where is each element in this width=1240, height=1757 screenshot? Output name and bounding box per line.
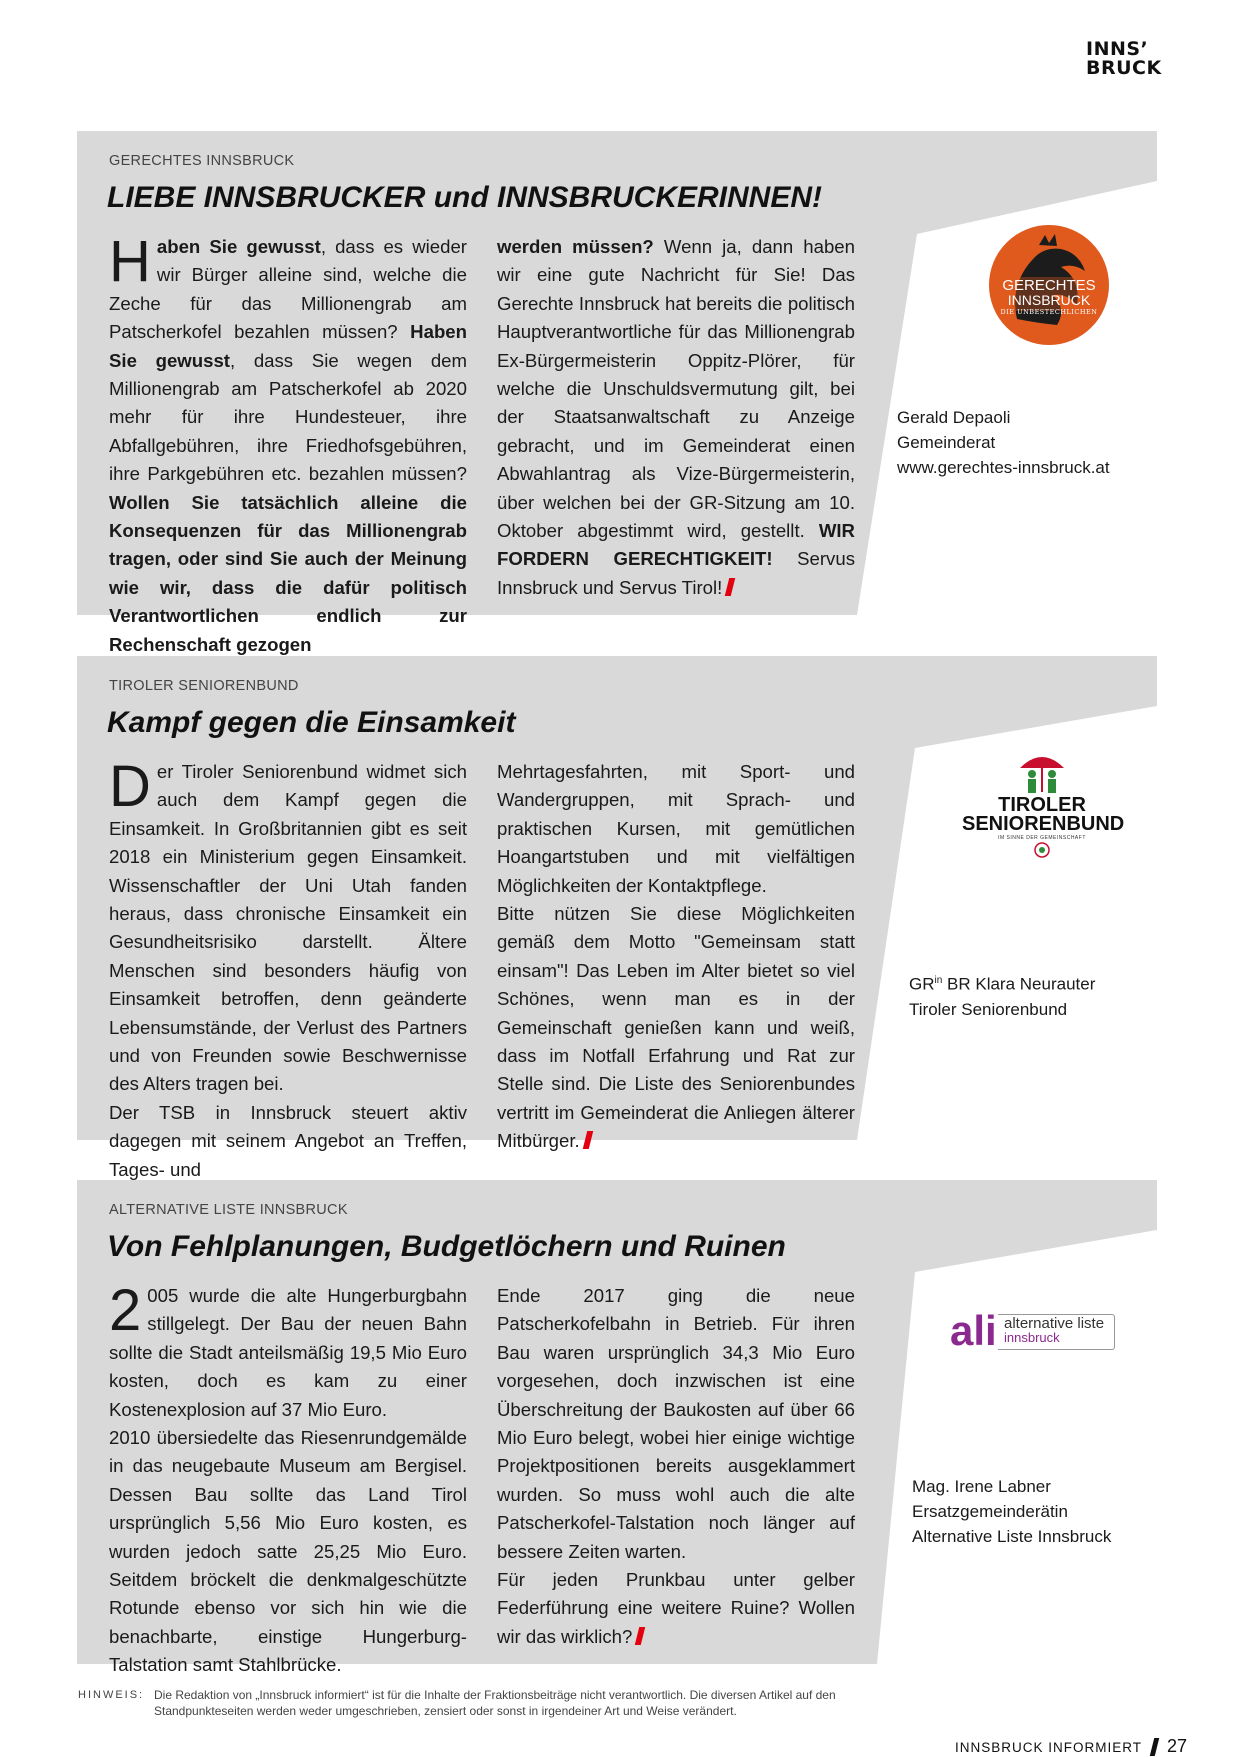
section-headline: LIEBE INNSBRUCKER und INNSBRUCKERINNEN! xyxy=(107,181,823,214)
logo-text-2: INNSBRUCK xyxy=(1007,292,1091,308)
end-marker-icon xyxy=(725,578,735,596)
umbrella-people-icon xyxy=(962,748,1122,794)
signature-block xyxy=(897,405,1110,480)
section-kicker: TIROLER SENIORENBUND xyxy=(109,678,299,694)
page-folio xyxy=(955,1736,1187,1757)
article-column-2: Mehrtagesfahrten, mit Sport- und Wandergruppen, mit Sprach- und praktischen Kursen, mit gemütlichen Hoangartstuben und mit vielfältigen Möglichkeiten der Kontaktpflege. Bitte nützen Sie diese Möglichkeiten gemäß dem Motto "Gemeinsam statt einsam"! Das Leben im Alter bietet so viel Schönes, wenn man es in der Gemeinschaft genießen kann und weiß, dass im Notfall Erfahrung und Rat zur Stelle sind. Die Liste des Seniorenbundes vertritt im Gemeinderat die Anliegen älterer Mitbürger. xyxy=(497,761,855,1152)
slash-divider-icon xyxy=(1150,1738,1159,1756)
drop-cap: D xyxy=(109,754,151,819)
website-link[interactable]: www.gerechtes-innsbruck.at xyxy=(897,458,1110,477)
article-column-1: Der Tiroler Seniorenbund widmet sich auch dem Kampf gegen die Einsamkeit. In Großbritannien gibt es seit 2018 ein Ministerium gegen Einsamkeit. Wissenschaftler der Uni Utah fanden heraus, dass chronische Einsamkeit ein Gesundheitsrisiko darstellt. Ältere Menschen sind besonders häufig von Einsamkeit betroffen, denn geänderte Lebensumstände, der Verlust des Partners und von Freunden sowie Beschwernisse des Alters tragen bei. Der TSB in Innsbruck steuert aktiv dagegen mit seinem Angebot an Treffen, Tages- und xyxy=(109,758,467,1184)
logo-text-2: SENIORENBUND xyxy=(962,813,1125,835)
disclaimer-text: Die Redaktion von „Innsbruck informiert“ ist für die Inhalte der Fraktionsbeiträge nicht verantwortlich. Die diversen Artikel auf den Standpunkteseiten werden weder umgeschrieben, zensiert oder sonst in irgendeiner Art und Weise verändert. xyxy=(154,1688,836,1718)
paragraph: 2010 übersiedelte das Riesenrundgemälde in das neugebaute Museum am Bergisel. Dessen Bau sollte das Land Tirol ursprünglich 5,56 Mio Euro kosten, es wurden jedoch satte 25,25 Mio Euro. Seitdem bröckelt die denkmalgeschützte Rotunde ebenso vor sich hin wie die benachbarte, einstige Hungerburg-Talstation samt Stahlbrücke. xyxy=(109,1427,467,1676)
section-tiroler-seniorenbund xyxy=(77,656,1157,1180)
signature-role: Ersatzgemeinderätin xyxy=(912,1502,1068,1521)
logo-text-1: GERECHTES xyxy=(1002,277,1096,294)
article-column-2: Ende 2017 ging die neue Patscherkofelbahn in Betrieb. Für ihren Bau waren ursprünglich 34,3 Mio Euro vorgesehen, doch inzwischen ist eine Überschreitung der Baukosten auf über 66 Mio Euro belegt, wobei hier einige wichtige Projektpositionen bereits ausgeklammert wurden. So muss wohl auch die alte Patscherkofel-Talstation noch länger auf bessere Zeiten warten. Für jeden Prunkbau unter gelber Federführung eine weitere Ruine? Wollen wir das wirklich? xyxy=(497,1282,855,1651)
signature-name: $GR^{in}$ BR Klara Neurauter xyxy=(909,974,1096,994)
disclaimer-label: HINWEIS: xyxy=(78,1689,145,1701)
publication-name: INNSBRUCK INFORMIERT xyxy=(955,1740,1143,1755)
section-alternative-liste xyxy=(77,1180,1157,1676)
drop-cap: H xyxy=(109,229,151,294)
tiroler-seniorenbund-logo xyxy=(962,748,1125,860)
logo-text-2: innsbruck xyxy=(1004,1330,1060,1345)
logo-mark: ali xyxy=(950,1307,997,1354)
drop-cap: 2 xyxy=(109,1278,142,1343)
signature-block xyxy=(909,968,1095,1022)
gerechtes-innsbruck-logo xyxy=(987,223,1111,347)
brand-line-1: INNS’ xyxy=(1086,38,1149,60)
logo-text-1: alternative liste xyxy=(1004,1315,1105,1332)
section-kicker: GERECHTES INNSBRUCK xyxy=(109,153,295,169)
brand-logo xyxy=(1086,40,1162,78)
section-headline: Von Fehlplanungen, Budgetlöchern und Ruinen xyxy=(107,1230,786,1263)
signature-block xyxy=(912,1474,1111,1549)
page-number: 27 xyxy=(1167,1736,1188,1756)
article-column-1: 2 005 wurde die alte Hungerburgbahn stillgelegt. Der Bau der neuen Bahn sollte die Stadt anteilsmäßig 19,5 Mio Euro kosten, doch es kam zu einer Kostenexplosion auf 37 Mio Euro. 2010 übersiedelte das Riesenrundgemälde in das neugebaute Museum am Bergisel. Dessen Bau sollte das Land Tirol ursprünglich 5,56 Mio Euro kosten, es wurden jedoch satte 25,25 Mio Euro. Seitdem bröckelt die denkmalgeschützte Rotunde ebenso vor sich hin wie die benachbarte, einstige Hungerburg-Talstation samt Stahlbrücke. xyxy=(109,1282,467,1680)
article-column-2: werden müssen? Wenn ja, dann haben wir eine gute Nachricht für Sie! Das Gerechte Innsbruck hat bereits die politisch Hauptverantwortliche für das Millionengrab Ex-Bürgermeisterin Oppitz-Plörer, für welche die Unschuldsvermutung gilt, bei der Staatsanwaltschaft zu Anzeige gebracht, und im Gemeinderat einen Abwahlantrag als Vize-Bürgermeisterin, über welchen bei der GR-Sitzung am 10. Oktober abgestimmt wird, gestellt. WIR FORDERN GERECHTIGKEIT! Servus Innsbruck und Servus Tirol! xyxy=(497,236,855,598)
paragraph: Ende 2017 ging die neue Patscherkofelbahn in Betrieb. Für ihren Bau waren ursprünglich 34,3 Mio Euro vorgesehen, doch inzwischen ist eine Überschreitung der Baukosten auf über 66 Mio Euro belegt, wobei hier einige wichtige Projektpositionen bereits ausgeklammert wurden. So muss wohl auch die alte Patscherkofel-Talstation noch länger auf bessere Zeiten warten. xyxy=(497,1285,855,1562)
alternative-liste-logo xyxy=(950,1307,1120,1356)
brand-line-2: BRUCK xyxy=(1086,57,1162,79)
end-marker-icon xyxy=(635,1627,645,1645)
signature-name: Gerald Depaoli xyxy=(897,408,1011,427)
section-headline: Kampf gegen die Einsamkeit xyxy=(107,706,516,739)
disclaimer-note xyxy=(78,1687,918,1719)
signature-org: Tiroler Seniorenbund xyxy=(909,999,1068,1019)
article-column-1: Haben Sie gewusst, dass es wieder wir Bürger alleine sind, welche die Zeche für das Millionengrab am Patscherkofel bezahlen müssen? Haben Sie gewusst, dass Sie wegen dem Millionengrab am Patscherkofel ab 2020 mehr für ihre Hundesteuer, ihre Abfallgebühren, ihre Friedhofsgebühren, ihre Parkgebühren etc. bezahlen müssen? Wollen Sie tatsächlich alleine die Konsequenzen für das Millionengrab tragen, oder sind Sie auch der Meinung wie wir, dass die dafür politisch Verantwortlichen endlich zur Rechenschaft gezogen xyxy=(109,229,467,655)
logo-text-1: TIROLER xyxy=(998,794,1086,816)
signature-org: Alternative Liste Innsbruck xyxy=(912,1527,1112,1546)
signature-role: Gemeinderat xyxy=(897,433,996,452)
logo-text-3: IM SINNE DER GEMEINSCHAFT xyxy=(998,835,1086,841)
section-gerechtes-innsbruck xyxy=(77,131,1157,655)
signature-name: Mag. Irene Labner xyxy=(912,1477,1051,1496)
logo-text-3: DIE UNBESTECHLICHEN xyxy=(1000,308,1098,316)
emblem-icon xyxy=(1034,842,1050,858)
paragraph: Der TSB in Innsbruck steuert aktiv dagegen mit seinem Angebot an Treffen, Tages- und xyxy=(109,1101,467,1180)
end-marker-icon xyxy=(582,1131,592,1149)
section-kicker: ALTERNATIVE LISTE INNSBRUCK xyxy=(109,1202,348,1218)
